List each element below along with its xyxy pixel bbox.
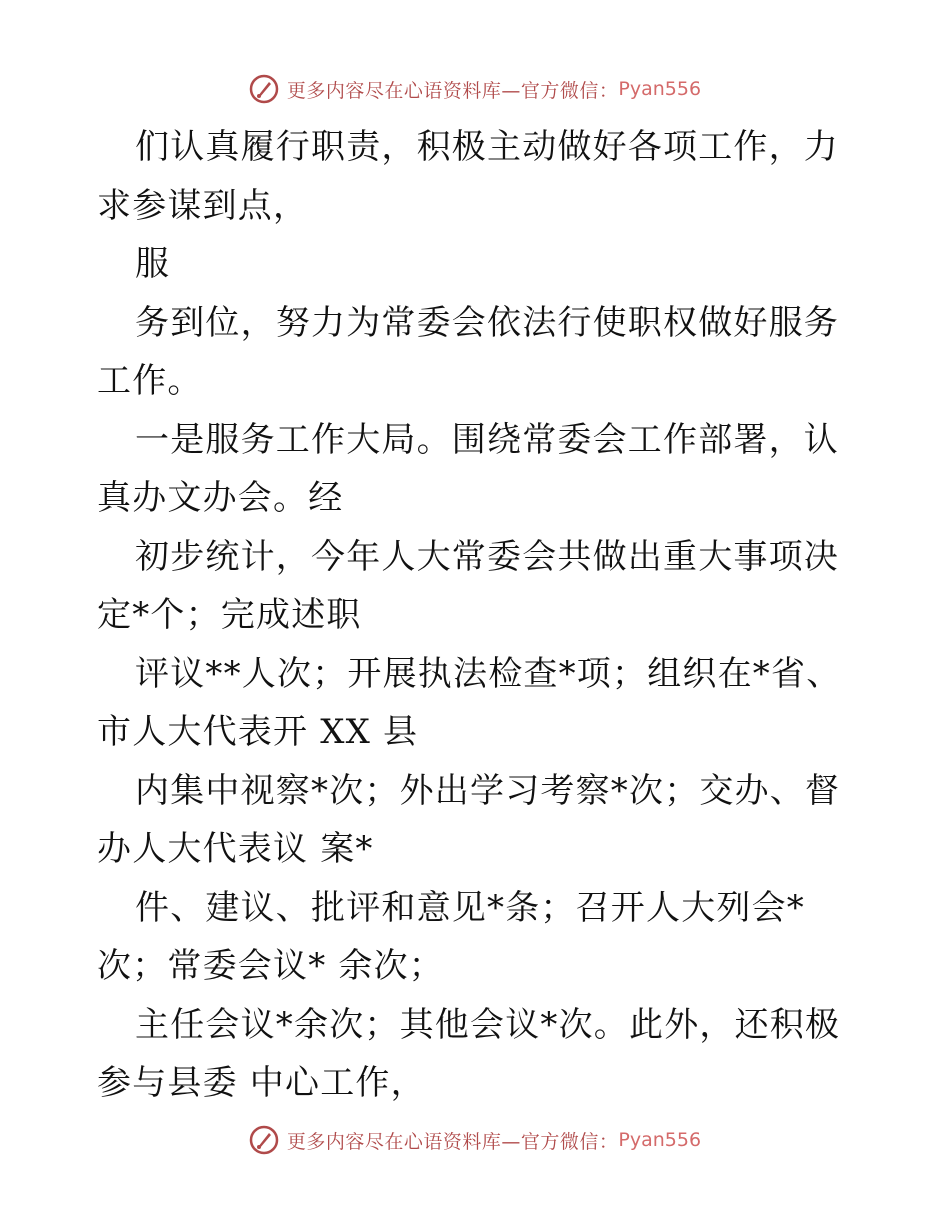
watermark-handle: Pyan556 xyxy=(618,1129,702,1151)
footer-watermark xyxy=(0,1123,950,1157)
paragraph: 一是服务工作大局。围绕常委会工作部署，认真办文办会。经 xyxy=(97,419,839,518)
paragraph: 服 xyxy=(135,244,171,284)
document-body xyxy=(97,118,857,1113)
header-watermark xyxy=(0,72,950,106)
quill-logo-icon xyxy=(249,1125,279,1155)
paragraph: 件、建议、批评和意见*条；召开人大列会*次；常委会议* 余次； xyxy=(97,887,805,986)
quill-logo-icon xyxy=(249,74,279,104)
paragraph: 评议**人次；开展执法检查*项；组织在*省、市人大代表开 XX 县 xyxy=(97,653,842,752)
watermark-text: 更多内容尽在心语资料库—官方微信： xyxy=(286,1130,619,1153)
watermark-handle: Pyan556 xyxy=(618,78,702,100)
paragraph: 内集中视察*次；外出学习考察*次；交办、督办人大代表议 案* xyxy=(97,770,841,869)
watermark-text: 更多内容尽在心语资料库—官方微信： xyxy=(286,79,619,102)
paragraph: 主任会议*余次；其他会议*次。此外，还积极参与县委 中心工作， xyxy=(97,1004,841,1103)
paragraph: 务到位，努力为常委会依法行使职权做好服务工作。 xyxy=(97,302,839,401)
paragraph: 初步统计，今年人大常委会共做出重大事项决定*个；完成述职 xyxy=(97,536,839,635)
paragraph: 们认真履行职责，积极主动做好各项工作，力求参谋到点， xyxy=(97,127,839,226)
